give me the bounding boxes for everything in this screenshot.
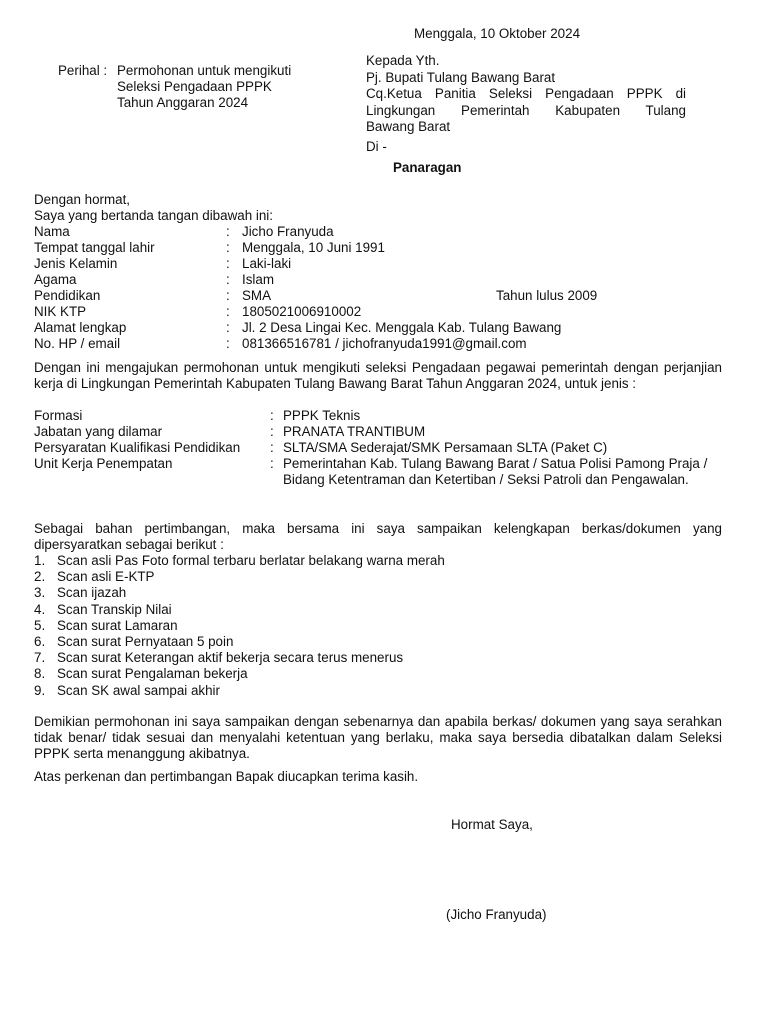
document-text: Scan SK awal sampai akhir	[57, 682, 220, 698]
field-label: No. HP / email	[34, 336, 121, 351]
field-value: Jicho Franyuda	[242, 224, 334, 239]
field-label: Formasi	[34, 408, 83, 423]
document-item	[34, 585, 722, 601]
signature-name: (Jicho Franyuda)	[446, 907, 547, 922]
field-colon: :	[226, 240, 230, 255]
field-colon: :	[270, 424, 274, 439]
field-extra: Tahun lulus 2009	[496, 288, 598, 303]
field-label: Agama	[34, 272, 77, 287]
document-item	[34, 666, 722, 682]
field-value: Islam	[242, 272, 274, 287]
personal-row	[34, 272, 722, 288]
documents-list	[34, 553, 722, 699]
intro-text: Saya yang bertanda tangan dibawah ini:	[34, 208, 273, 223]
document-item	[34, 553, 722, 569]
recipient-greeting: Kepada Yth.	[366, 53, 440, 68]
field-colon: :	[226, 256, 230, 271]
document-item	[34, 683, 722, 699]
personal-data-list	[34, 224, 722, 352]
field-colon: :	[270, 408, 274, 423]
subject-line: Seleksi Pengadaan PPPK	[117, 79, 272, 94]
recipient-line: Pj. Bupati Tulang Bawang Barat	[366, 69, 556, 85]
field-value: 1805021006910002	[242, 304, 362, 319]
field-colon: :	[270, 440, 274, 455]
document-number: 9.	[34, 682, 46, 698]
field-colon: :	[226, 272, 230, 287]
document-item	[34, 602, 722, 618]
field-label: Nama	[34, 224, 70, 239]
field-value: Jl. 2 Desa Lingai Kec. Menggala Kab. Tulang Bawang	[242, 320, 562, 335]
field-value: Menggala, 10 Juni 1991	[242, 240, 385, 255]
field-value: Pemerintahan Kab. Tulang Bawang Barat / Satua Polisi Pamong Praja / Bidang Ketentraman dan Ketertiban / Seksi Patroli dan Pengawalan.	[283, 456, 708, 487]
recipient-city: Panaragan	[393, 160, 462, 175]
personal-row	[34, 256, 722, 272]
field-value: SLTA/SMA Sederajat/SMK Persamaan SLTA (Paket C)	[283, 440, 608, 455]
field-colon: :	[226, 304, 230, 319]
field-colon: :	[226, 336, 230, 351]
position-row	[34, 456, 722, 488]
field-value: PPPK Teknis	[283, 408, 361, 423]
field-colon: :	[270, 456, 274, 471]
personal-row	[34, 336, 722, 352]
recipient-di: Di -	[366, 138, 387, 154]
field-colon: :	[226, 224, 230, 239]
personal-row	[34, 304, 722, 320]
personal-row	[34, 288, 722, 304]
position-row	[34, 408, 722, 424]
position-row	[34, 424, 722, 440]
document-item	[34, 618, 722, 634]
document-item	[34, 569, 722, 585]
field-value: PRANATA TRANTIBUM	[283, 424, 426, 439]
subject-label: Perihal :	[58, 63, 108, 78]
subject-line: Permohonan untuk mengikuti	[117, 63, 292, 78]
subject-line: Tahun Anggaran 2024	[117, 95, 249, 110]
document-text: Scan surat Pengalaman bekerja	[57, 666, 248, 682]
recipient-block	[366, 53, 686, 177]
personal-row	[34, 224, 722, 240]
field-value: SMA	[242, 288, 272, 303]
documents-intro: Sebagai bahan pertimbangan, maka bersama ini saya sampaikan kelengkapan berkas/dokumen yang dipersyaratkan sebagai berikut :	[34, 521, 722, 552]
document-item	[34, 634, 722, 650]
document-number: 5.	[34, 617, 46, 633]
field-label: Alamat lengkap	[34, 320, 127, 335]
field-label: Tempat tanggal lahir	[34, 240, 155, 255]
position-row	[34, 440, 722, 456]
document-item	[34, 650, 722, 666]
field-label: Jenis Kelamin	[34, 256, 118, 271]
personal-section	[34, 192, 722, 352]
field-label: Pendidikan	[34, 288, 101, 303]
position-data-list	[34, 408, 722, 488]
personal-row	[34, 240, 722, 256]
document-text: Scan asli E-KTP	[57, 569, 155, 585]
recipient-line: Bawang Barat	[366, 119, 451, 134]
field-value: 081366516781 / jichofranyuda1991@gmail.com	[242, 336, 527, 351]
application-paragraph: Dengan ini mengajukan permohonan untuk mengikuti seleksi Pengadaan pegawai pemerintah dengan perjanjian kerja di Lingkungan Pemerintah Kabupaten Tulang Bawang Barat Tahun Anggaran 2024, untuk jenis :	[34, 360, 722, 391]
closing-paragraph: Demikian permohonan ini saya sampaikan dengan sebenarnya dan apabila berkas/ dokumen yang saya serahkan tidak benar/ tidak sesuai dan menyalahi ketentuan yang berlaku, maka saya bersedia dibatalkan dalam Seleksi PPPK serta menanggung akibatnya.	[34, 714, 722, 761]
document-text: Scan Transkip Nilai	[57, 601, 172, 617]
document-number: 8.	[34, 666, 46, 682]
document-text: Scan asli Pas Foto formal terbaru berlatar belakang warna merah	[57, 553, 445, 568]
recipient-line: Cq.Ketua Panitia Seleksi Pengadaan PPPK di	[366, 86, 686, 101]
document-number: 4.	[34, 601, 46, 617]
document-text: Scan surat Keterangan aktif bekerja secara terus menerus	[57, 650, 404, 666]
document-text: Scan surat Lamaran	[57, 617, 178, 633]
documents-list-wrap	[34, 553, 722, 699]
personal-row	[34, 320, 722, 336]
document-text: Scan surat Pernyataan 5 poin	[57, 633, 234, 649]
subject-value	[117, 63, 337, 111]
document-number: 3.	[34, 585, 46, 601]
field-label: NIK KTP	[34, 304, 87, 319]
document-number: 6.	[34, 633, 46, 649]
field-value: Laki-laki	[242, 256, 292, 271]
opening-greeting: Dengan hormat,	[34, 192, 131, 207]
document-number: 7.	[34, 650, 46, 666]
field-label: Jabatan yang dilamar	[34, 424, 163, 439]
field-label: Persyaratan Kualifikasi Pendidikan	[34, 440, 241, 455]
document-number: 1.	[34, 553, 46, 568]
recipient-line: Lingkungan Pemerintah Kabupaten Tulang	[366, 102, 686, 118]
document-text: Scan ijazah	[57, 585, 127, 601]
thanks-text: Atas perkenan dan pertimbangan Bapak diucapkan terima kasih.	[34, 769, 419, 784]
letter-date: Menggala, 10 Oktober 2024	[414, 26, 581, 41]
field-colon: :	[226, 320, 230, 335]
signoff-text: Hormat Saya,	[451, 817, 533, 832]
field-colon: :	[226, 288, 230, 303]
document-number: 2.	[34, 569, 46, 585]
field-label: Unit Kerja Penempatan	[34, 456, 173, 471]
